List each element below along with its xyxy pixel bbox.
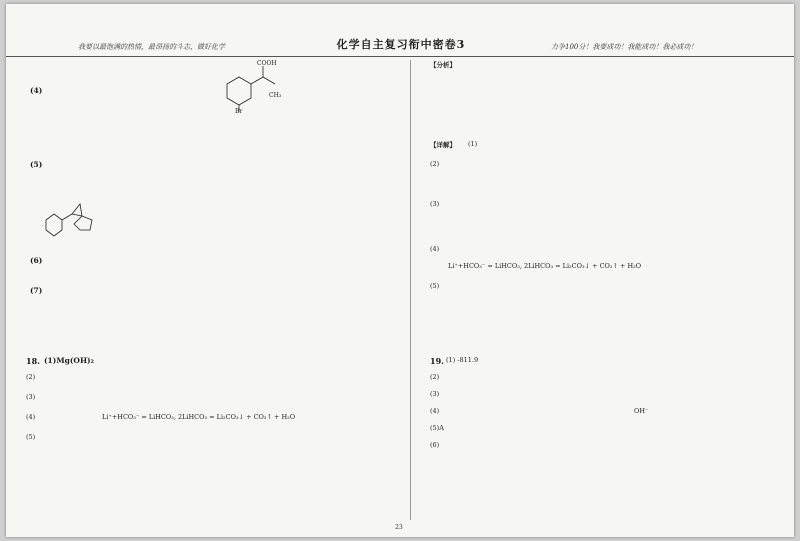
- page-number: 23: [395, 524, 403, 531]
- struct-label-ch3: CH₃: [269, 92, 282, 99]
- lactone-svg: [42, 192, 102, 242]
- q4-label: (4): [30, 86, 43, 95]
- q18-label-3: (3): [26, 393, 36, 401]
- q18-answer-4-equation: Li⁺+HCO₃⁻ = LiHCO₃, 2LiHCO₃ = Li₂CO₃↓ + CO₂↑ + H₂O: [102, 413, 296, 421]
- q7-label: (7): [30, 286, 43, 295]
- q19-answer-1: (1) -811.9: [446, 356, 479, 364]
- structure-formula: [207, 60, 297, 115]
- analysis-label: 【分析】: [430, 61, 456, 69]
- q18-label-5: (5): [26, 433, 36, 441]
- motto-left: 我要以最饱满的热情，最昂扬的斗志，做好化学: [78, 43, 225, 51]
- motto-right: 力争100分！我要成功！我能成功！我必成功！: [551, 43, 698, 51]
- q18-answer-1: (1)Mg(OH)₂: [44, 356, 94, 365]
- q18-title: 18.: [26, 356, 40, 366]
- q18-label-2: (2): [26, 373, 36, 381]
- q19-answer-4-ion: OH⁻: [634, 407, 649, 415]
- q19-title: 19.: [430, 356, 444, 366]
- column-divider: [410, 60, 411, 520]
- detailed-explanation-label: 【详解】: [430, 141, 456, 149]
- explanation-item-4-equation: Li⁺+HCO₃⁻ = LiHCO₃, 2LiHCO₃ = Li₂CO₃↓ + CO₂↑ + H₂O: [448, 262, 642, 270]
- answer-sheet: [6, 4, 794, 537]
- explanation-item-4: (4): [430, 245, 440, 253]
- q6-label: (6): [30, 256, 43, 265]
- explanation-item-3: (3): [430, 200, 440, 208]
- q19-answer-5: (5)A: [430, 424, 444, 432]
- cyclopropane-lactone-structure: [42, 192, 102, 242]
- struct-label-br: Br: [235, 108, 243, 115]
- struct-label-cooh: COOH: [257, 60, 277, 67]
- right-column: [424, 60, 784, 522]
- q19-label-4: (4): [430, 407, 440, 415]
- explanation-item-1: (1): [468, 140, 478, 148]
- q18-label-4: (4): [26, 413, 36, 421]
- explanation-item-2: (2): [430, 160, 440, 168]
- left-column: [22, 60, 400, 522]
- q19-label-2: (2): [430, 373, 440, 381]
- q19-label-6: (6): [430, 441, 440, 449]
- page-header: [6, 4, 794, 57]
- structure-svg: [207, 64, 297, 114]
- q5-label: (5): [30, 160, 43, 169]
- explanation-item-5: (5): [430, 282, 440, 290]
- page-title: 化学自主复习衔中密卷3: [336, 38, 466, 51]
- q19-label-3: (3): [430, 390, 440, 398]
